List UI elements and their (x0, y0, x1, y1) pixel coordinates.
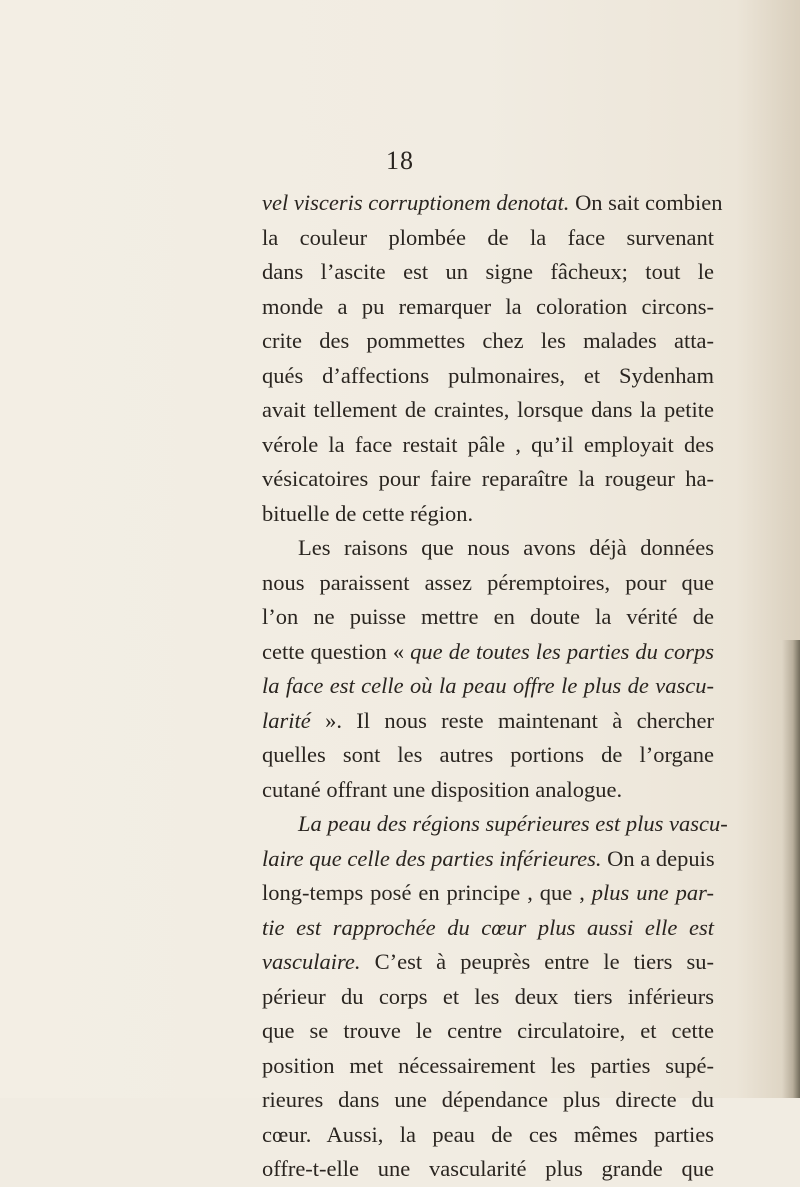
text-line (262, 290, 714, 325)
text-run: crite des pommettes chez les malades atta- (262, 328, 714, 353)
text-line (262, 428, 714, 463)
text-line (262, 1014, 714, 1049)
text-line (262, 980, 714, 1015)
text-line (262, 497, 714, 532)
text-line (262, 1118, 714, 1153)
text-run: cette question « (262, 638, 411, 664)
text-line (262, 221, 714, 256)
italic-text: que de toutes les parties du corps (410, 638, 714, 664)
text-line (262, 635, 714, 670)
text-line (262, 255, 714, 290)
text-run: cutané offrant une disposition analogue. (262, 776, 623, 802)
text-run: bituelle de cette région. (262, 500, 474, 526)
text-run: position met nécessairement les parties supé- (262, 1052, 714, 1078)
text-line (262, 704, 714, 739)
italic-text: larité (262, 707, 311, 733)
page-edge-shadow (782, 640, 800, 1098)
text-run: On a depuis (601, 845, 715, 871)
text-run: que se trouve le centre circulatoire, et cette (262, 1018, 714, 1043)
text-line (262, 186, 723, 221)
text-run: qués d’affections pulmonaires, et Sydenham (262, 362, 714, 388)
text-line (262, 324, 714, 359)
text-line (262, 842, 714, 877)
text-line (262, 669, 714, 704)
text-line (262, 393, 714, 428)
text-run: long-temps posé en principe , que , (262, 880, 592, 905)
text-line (262, 807, 728, 842)
text-line (262, 462, 714, 497)
text-line (262, 911, 714, 946)
text-line (262, 600, 714, 635)
text-line (262, 945, 714, 980)
text-line (262, 1083, 714, 1118)
text-run: vésicatoires pour faire reparaître la rougeur ha- (262, 466, 714, 491)
text-run: avait tellement de craintes, lorsque dans la petite (262, 397, 714, 422)
page-number: 18 (386, 146, 414, 175)
italic-text: vel visceris corruptionem denotat. (262, 190, 570, 215)
text-line (262, 876, 714, 911)
italic-text: laire que celle des parties inférieures. (262, 845, 602, 871)
text-line (262, 1152, 714, 1187)
text-line (262, 773, 714, 808)
text-line (262, 566, 714, 601)
text-run: On sait combien (569, 190, 723, 215)
text-line (262, 1049, 714, 1084)
text-run: l’on ne puisse mettre en doute la vérité de (262, 604, 714, 629)
text-line (262, 531, 714, 566)
text-run: périeur du corps et les deux tiers inférieurs (262, 983, 714, 1009)
italic-text: la face est celle où la peau offre le plus de vascu- (262, 673, 714, 698)
text-run: nous paraissent assez péremptoires, pour que (262, 569, 714, 595)
text-run: offre-t-elle une vascularité plus grande que (262, 1156, 714, 1181)
text-run: ». Il nous reste maintenant à chercher (310, 707, 714, 733)
text-run: Les raisons que nous avons déjà données (298, 535, 714, 560)
italic-text: plus une par- (591, 880, 714, 905)
text-run: quelles sont les autres portions de l’organe (262, 742, 714, 767)
text-run: dans l’ascite est un signe fâcheux; tout le (262, 259, 714, 284)
italic-text: La peau des régions supérieures est plus vascu- (298, 811, 728, 836)
text-run: C’est à peuprès entre le tiers su- (360, 949, 714, 974)
text-run: rieures dans une dépendance plus directe du (262, 1087, 714, 1112)
body-text (262, 186, 728, 1187)
text-line (262, 738, 714, 773)
text-run: cœur. Aussi, la peau de ces mêmes parties (262, 1121, 714, 1147)
italic-text: vasculaire. (262, 949, 361, 974)
text-run: la couleur plombée de la face survenant (262, 224, 714, 250)
text-run: vérole la face restait pâle , qu’il employait des (262, 431, 714, 457)
text-run: monde a pu remarquer la coloration circons- (262, 293, 714, 319)
text-line (262, 359, 714, 394)
italic-text: tie est rapprochée du cœur plus aussi elle est (262, 914, 714, 940)
